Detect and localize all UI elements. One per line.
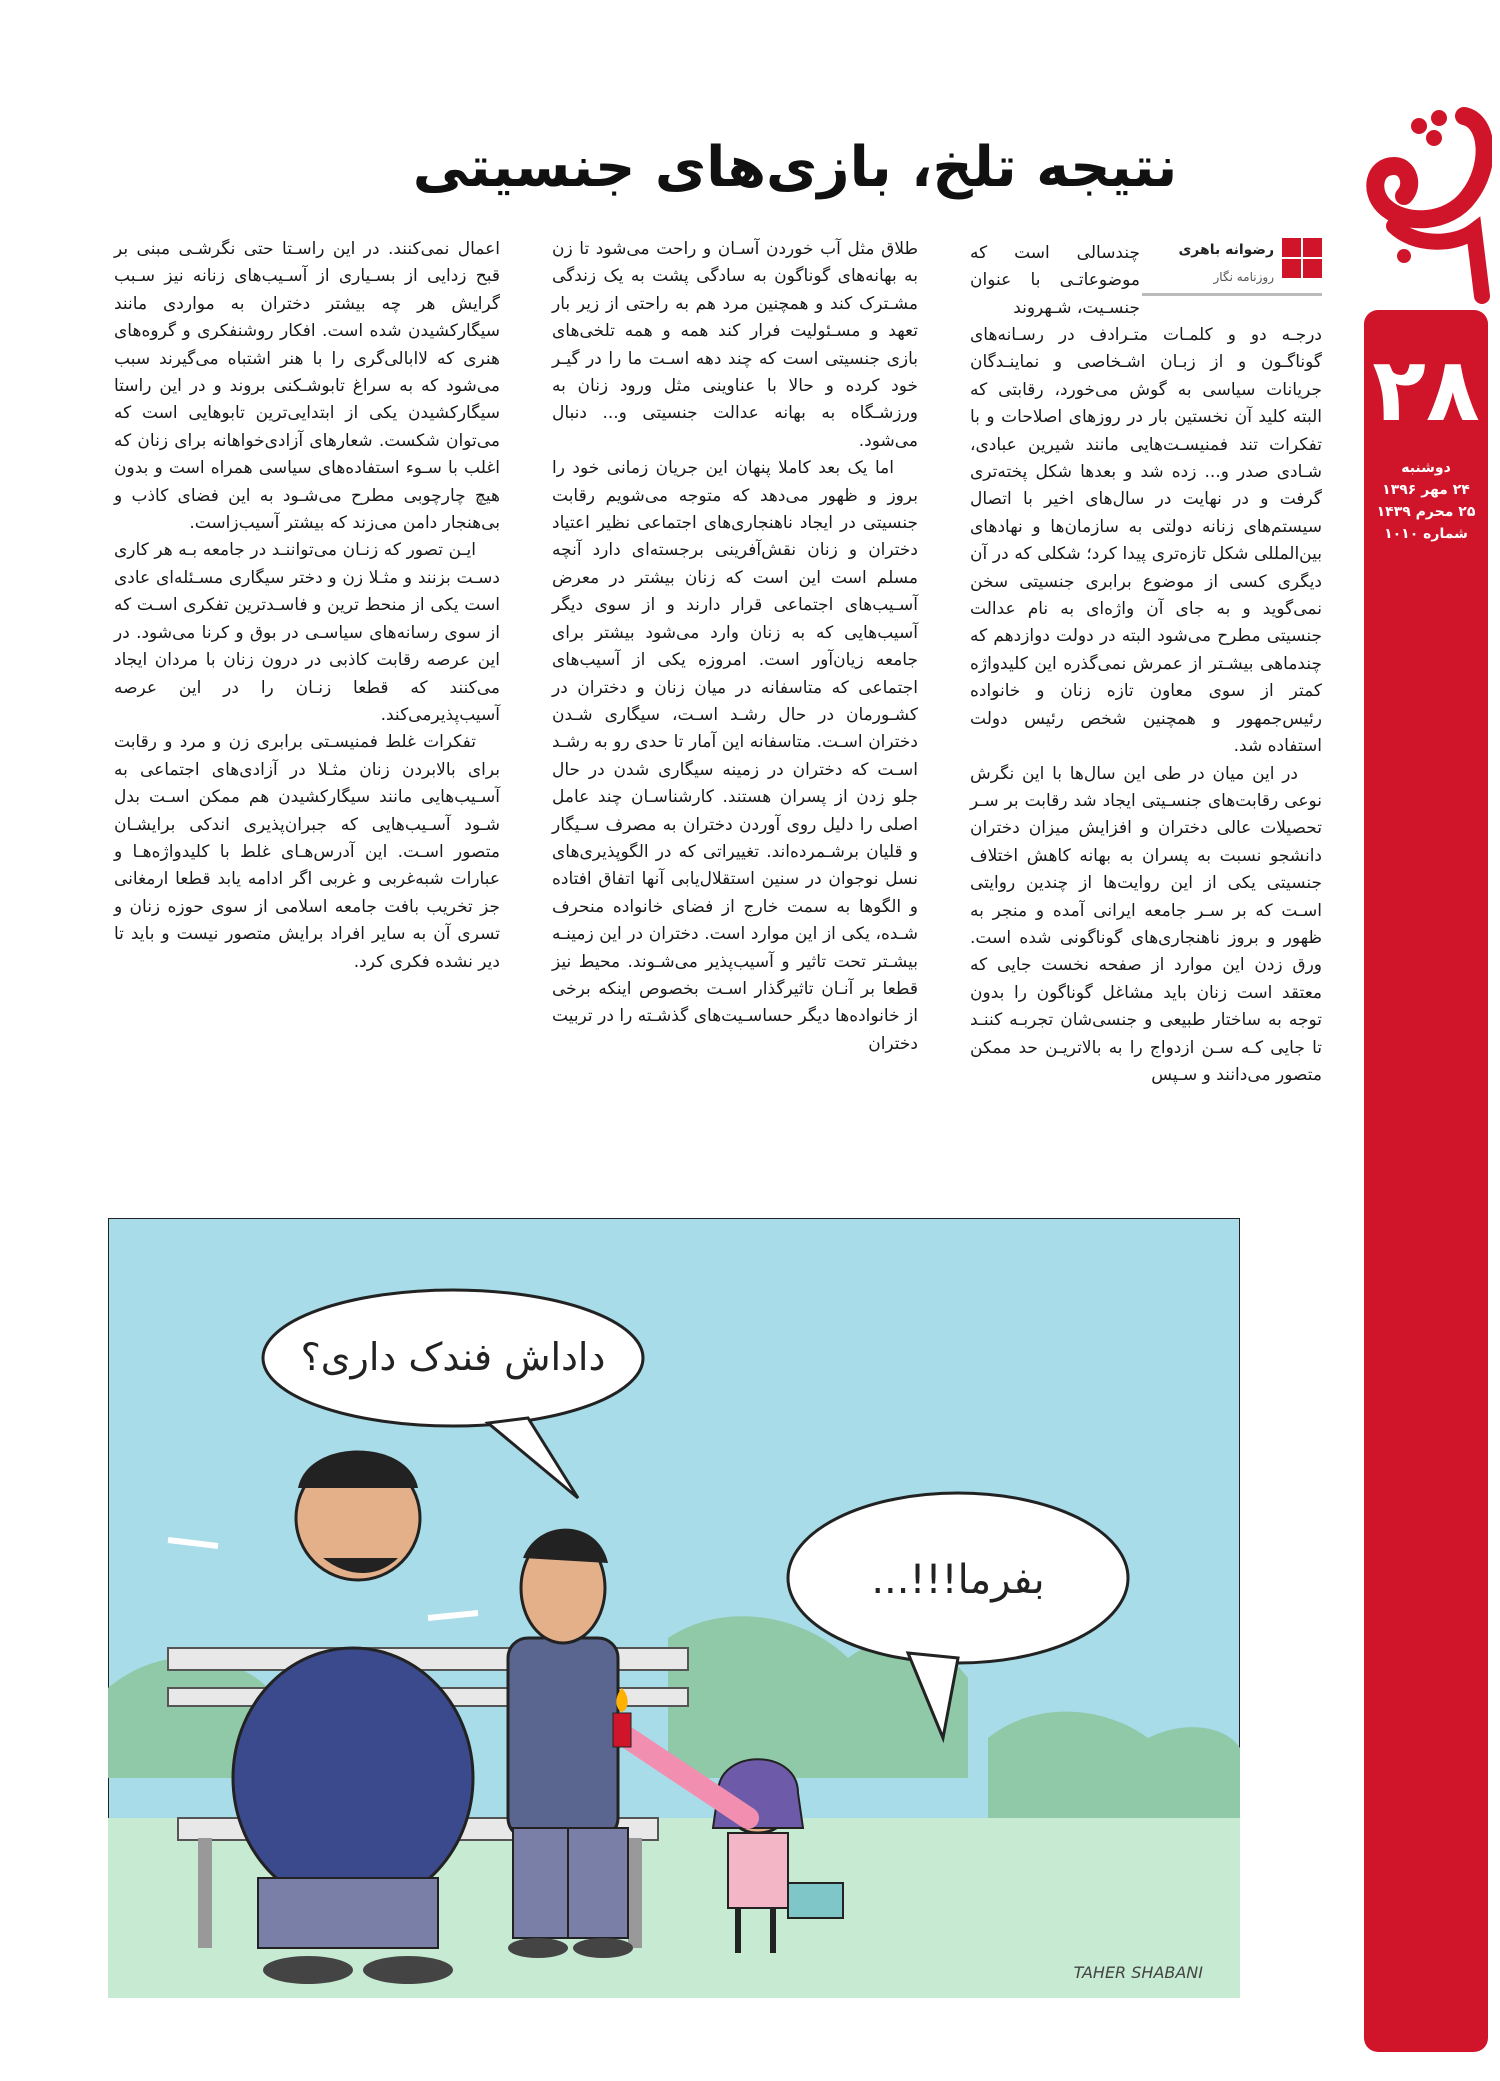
bubble-right-text: بفرما!!!... — [871, 1557, 1045, 1603]
weekday: دوشنبه — [1401, 460, 1451, 476]
paragraph: طلاق مثل آب خوردن آسـان و راحت می‌شود تا زن به بهانه‌های گوناگون به سادگی پشت به یک زندگی مشـترک کند و همچنین مرد هم به راحتی از زیر بار تعهد و مسـئولیت فرار کند همه و همه تلخی‌های بازی جنسیتی است که چند دهه اسـت ما را در گیـر خود کرده و حالا با عناوینی مثل ورود زنان به ورزشـگاه به بهانه عدالت جنسیتی و... دنبال می‌شود. — [552, 239, 918, 451]
date-lunar: ۲۵ محرم ۱۴۳۹ — [1376, 504, 1476, 520]
article-column-1 — [970, 322, 1322, 1089]
masthead-logo — [1364, 96, 1492, 306]
date-solar: ۲۴ مهر ۱۳۹۶ — [1382, 482, 1470, 498]
paragraph: در این میان در طی این سال‌ها با این نگرش نوعی رقابت‌های جنسـیتی ایجاد شد رقابت بر سـر تحصیلات عالی دختران و افزایش میزان دختران دانشجو نسبت به پسران به بهانه کاهش اختلاف جنسیتی یکی از این روایت‌ها از چندین روایتی اسـت که بر سـر جامعه ایرانی آمده و منجر به ظهور و بروز ناهنجاری‌های گوناگونی شده است. ورق زدن این موارد از صفحه نخست جایی که معتقد است زنان باید مشاغل گوناگون را بدون توجه به ساختار طبیعی و جنسی‌شان تجربـه کننـد تا جایی کـه سـن ازدواج را به بالاتریـن حد ممکن متصور می‌دانند و سـپس — [970, 763, 1322, 1085]
author-byline — [1142, 238, 1322, 298]
author-grid-icon — [1282, 238, 1322, 278]
paragraph: تفکرات غلط فمنیسـتی برابری زن و مرد و رقابت برای بالابردن زنان مثـلا در آزادی‌های اجتماعی به آسـیب‌هایی مانند سیگارکشیدن هم ممکن اسـت بدل شـود آسـیب‌هایی که جبران‌پذیری اندکی برایشـان متصور اسـت. این آدرس‌هـای غلط با کلیدواژه‌هـا و عبارات شبه‌غربی و غربی اگر ادامه یابد قطعا ارمغانی جز تخریب بافت جامعه اسلامی از سوی حوزه زنان و تسری آن به سایر افراد برایش متصور نیست و باید تا دیر نشده فکری کرد. — [114, 732, 500, 972]
paragraph: ایـن تصور که زنـان می‌تواننـد در جامعه بـه هر کاری دسـت بزنند و مثـلا زن و دختر سیگاری مسـئله‌ای عادی است یکی از منحط ترین و فاسـدترین تفکری اسـت که از سوی رسانه‌های سیاسـی در بوق و کرنا می‌شود. در این عرصه رقابت کاذبی در درون زنان با مردان ایجاد می‌کنند که قطعا زنـان را در این عرصه آسیب‌پذیرمی‌کند. — [114, 540, 500, 725]
author-name: رضوانه باهری — [1178, 242, 1274, 258]
article-column-2 — [552, 236, 918, 1058]
page-number-bar — [1364, 310, 1488, 2052]
author-role: روزنامه نگار — [1213, 270, 1274, 284]
issue-number: شماره ۱۰۱۰ — [1384, 526, 1468, 542]
editorial-cartoon — [108, 1218, 1240, 1998]
bubble-left-text: داداش فندک داری؟ — [300, 1335, 606, 1379]
article-headline: نتیجه تلخ، بازی‌های جنسیتی — [412, 135, 1178, 200]
paragraph: درجـه دو و کلمـات متـرادف در رسـانه‌های گوناگـون و از زبـان اشـخاصی و نماینـدگان جریانات سیاسی به گوش می‌خورد، رقابتی که البته کلید آن نخستین بار در روزهای اصلاحات و با تفکرات تند فمنیسـت‌هایی مانند شیرین عبادی، شـادی صدر و... زده شد و بعدها شکل پخته‌تری گرفت و در نهایت در سال‌های اخیر با اتصال سیستم‌های زنانه دولتی به سازمان‌ها و نهادهای بین‌المللی شکل تازه‌تری پیدا کرد؛ شکلی که در آن دیگری کسی از موضوع برابری جنسیتی سخن نمی‌گوید و به جای آن واژه‌ای به نام عدالت جنسیتی مطرح می‌شود البته در دولت دوازدهم که چندماهی بیشـتر از عمرش نمی‌گذره این کلیدواژه کمتر از سوی معاون تازه زنان و خانواده رئیس‌جمهور و همچنین شخص رئیس دولت استفاده شد. — [970, 325, 1322, 757]
paragraph: اعمال نمی‌کنند. در این راسـتا حتی نگرشـی مبنی بر قبح زدایی از بسـیاری از آسـیب‌های زنانه نیز سـبب گرایش هر چه بیشتر دختران به مواردی مانند سیگارکشیدن شده است. افکار روشنفکری و گروه‌های هنری که لاابالی‌گری را با هنر اشتباه می‌گیرند سبب می‌شود که به سراغ تابوشـکنی بروند و در این راستا سیگارکشیدن یکی از ابتدایی‌ترین تابوهایی است که می‌توان شکست. شعارهای آزادی‌خواهانه برای زنان که اغلب با سـوء استفاده‌های سیاسی همراه است و بدون هیچ چارچوبی مطرح می‌شـود به این فضای کاذب و بی‌هنجار دامن می‌زند که بیشتر آسیب‌زاست. — [114, 239, 500, 534]
article-column-3 — [114, 236, 500, 976]
paragraph: اما یک بعد کاملا پنهان این جریان زمانی خود را بروز و ظهور می‌دهد که متوجه می‌شویم رقابت جنسیتی در ایجاد ناهنجاری‌های اجتماعی نظیر اعتیاد دختران و زنان نقش‌آفرینی برجسته‌ای دارد آنچه مسلم است این است که زنان بیشتر در معرض آسـیب‌های اجتماعی قرار دارند و از سوی دیگر آسیب‌هایی که به زنان وارد می‌شود بیشتر برای جامعه زیان‌آور است. امروزه یکی از آسیب‌های اجتماعی که متاسفانه در میان زنان و دختران در کشـورمان در حال رشـد اسـت، سیگاری شـدن دختران اسـت. متاسفانه این آمار تا حدی رو به رشـد اسـت که دختران در زمینه سیگاری شدن در حال جلو زدن از پسران هستند. کارشناسـان چند عامل اصلی را دلیل روی آوردن دختران به مصرف سـیگار و قلیان برشـمرده‌اند. تغییراتی که در الگوپذیری‌های نسل نوجوان در سنین استقلال‌یابی آنها اتفاق افتاده و الگوها به سمت خارج از فضای خانواده منحرف شـده، یکی از این موارد است. دختران در این زمینـه بیشـتر تحت تاثیر و آسیب‌پذیر می‌شـوند. محیط نیز قطعا بر آنـان تاثیرگذار اسـت بخصوص اینکه برخی از خانواده‌ها دیگر حساسـیت‌های گذشـته را در تربیت دختران — [552, 458, 918, 1054]
author-divider — [1142, 293, 1322, 296]
article-intro: چندسالی است که موضوعاتـی با عنوان جنسـیت، شـهروند — [970, 243, 1140, 318]
page-number: ۲۸ — [1372, 338, 1480, 441]
cartoonist-signature: TAHER SHABANI — [1073, 1963, 1203, 1982]
